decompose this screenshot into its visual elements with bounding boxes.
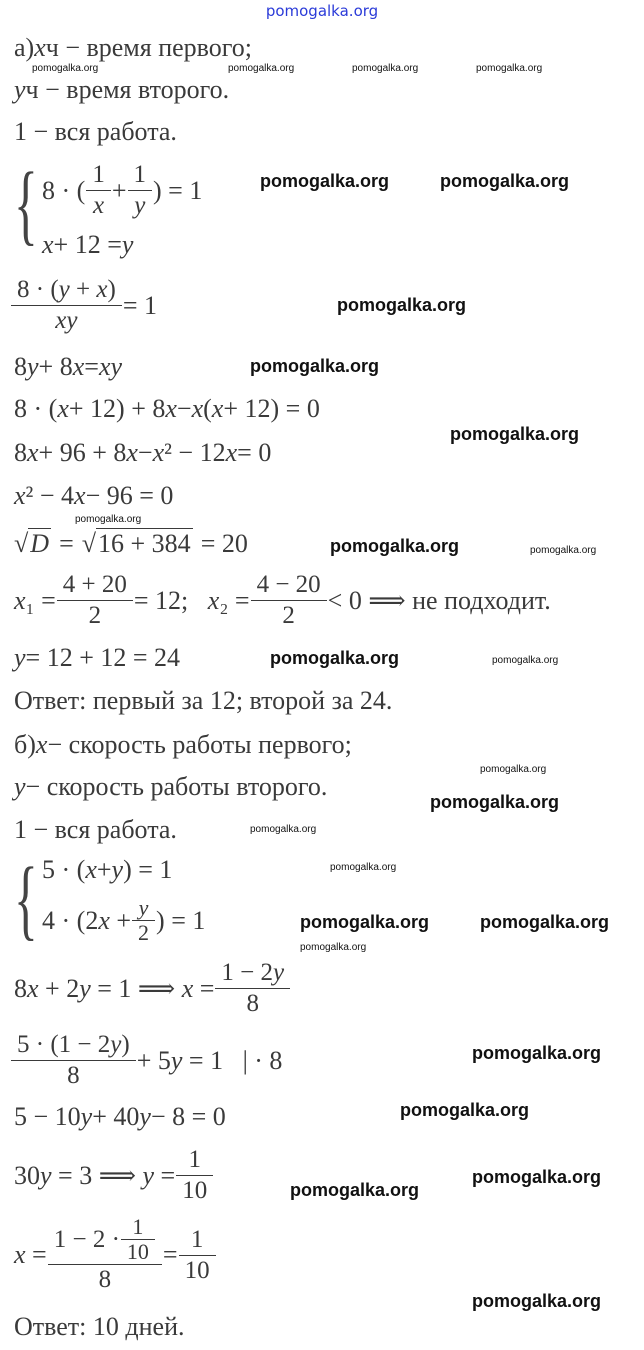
sqrt-radicand: D	[30, 529, 50, 558]
part-a-eq5: x ² − 4 x − 96 = 0	[14, 481, 174, 510]
fraction-numerator: 8 · (y + x)	[17, 276, 116, 303]
watermark: pomogalka.org	[300, 912, 430, 932]
part-a-discriminant	[14, 528, 248, 559]
system-eq1-end: ) = 1	[153, 175, 203, 205]
part-a-line-1: а) x ч − время первого;	[14, 33, 253, 62]
watermark: pomogalka.org	[430, 792, 560, 812]
watermark: pomogalka.org	[330, 536, 460, 556]
brace-icon: {	[14, 850, 38, 949]
fraction-denominator: 8	[11, 1060, 136, 1091]
system-eq1: 5 · ( x + y ) = 1	[42, 855, 173, 884]
watermark: pomogalka.org	[270, 648, 400, 668]
sqrt-icon: √	[14, 528, 29, 558]
plus-sign: +	[111, 175, 127, 205]
part-a-system	[14, 155, 203, 260]
watermark: pomogalka.org	[352, 63, 419, 74]
equation-rhs: = 1	[122, 290, 157, 320]
part-b-line-2: y − скорость работы второго.	[14, 772, 328, 801]
watermark: pomogalka.org	[472, 1291, 602, 1311]
part-a-eq4: 8 x + 96 + 8 x − x ² − 12 x = 0	[14, 438, 272, 467]
numerator-text: 1 − 2 ·	[53, 1225, 120, 1253]
part-b-eq3: 5 − 10 y + 40 y − 8 = 0	[14, 1102, 226, 1131]
watermark: pomogalka.org	[440, 171, 570, 191]
fraction-numerator: 1 − 2y	[221, 959, 285, 986]
fraction-denominator: 8	[215, 988, 290, 1019]
watermark: pomogalka.org	[330, 862, 397, 873]
system-eq2: x + 12 = y	[42, 230, 134, 259]
fraction-denominator: y	[128, 190, 153, 221]
fraction-numerator: 1	[132, 1214, 144, 1239]
watermark: pomogalka.org	[260, 171, 390, 191]
watermark: pomogalka.org	[450, 424, 580, 444]
watermark: pomogalka.org	[472, 1043, 602, 1063]
watermark: pomogalka.org	[250, 356, 380, 376]
equation-lhs: 30y = 3 ⟹ y =	[14, 1160, 176, 1190]
fraction-denominator: xy	[11, 305, 122, 336]
root-2-note: < 0 ⟹ не подходит.	[327, 585, 551, 615]
watermark: pomogalka.org	[472, 1167, 602, 1187]
part-a-line-3: 1 − вся работа.	[14, 117, 177, 146]
part-b-eq2	[14, 1030, 282, 1091]
watermark: pomogalka.org	[476, 63, 543, 74]
part-b-line-1: б) x − скорость работы первого;	[14, 730, 352, 759]
watermark: pomogalka.org	[300, 942, 367, 953]
part-b-system	[14, 850, 206, 949]
watermark: pomogalka.org	[250, 824, 317, 835]
part-a-eq3: 8 · ( x + 12) + 8 x − x ( x + 12) = 0	[14, 394, 320, 423]
header-watermark: pomogalka.org	[265, 2, 379, 20]
fraction-numerator: 1	[133, 161, 146, 188]
equals-sign: =	[59, 528, 74, 558]
root-1-value: = 12; x₂ =	[133, 585, 250, 615]
watermark: pomogalka.org	[228, 63, 295, 74]
part-a-roots	[14, 570, 551, 631]
fraction-denominator: x	[86, 190, 111, 221]
system-eq1-start: 8 · (	[42, 175, 86, 205]
watermark: pomogalka.org	[492, 655, 559, 666]
part-b-line-3: 1 − вся работа.	[14, 815, 177, 844]
part-b-eq1	[14, 958, 291, 1019]
fraction-denominator: 8	[48, 1264, 162, 1295]
part-a-eq1	[14, 275, 157, 336]
sqrt-radicand: 16 + 384	[98, 529, 191, 558]
system-eq2-end: ) = 1	[156, 905, 206, 935]
fraction-numerator: 1	[92, 161, 105, 188]
fraction-denominator: 10	[121, 1239, 155, 1264]
part-b-answer: Ответ: 10 дней.	[14, 1312, 185, 1341]
sqrt-icon: √	[81, 528, 97, 558]
root-1-label: x₁ =	[14, 585, 56, 615]
equation-lhs: 8x + 2y = 1 ⟹ x =	[14, 973, 215, 1003]
equation-rhs: + 5y = 1 | · 8	[136, 1045, 283, 1075]
watermark: pomogalka.org	[337, 295, 467, 315]
equation-lhs: x =	[14, 1240, 47, 1269]
part-a-eq2: 8 y + 8 x = x y	[14, 352, 123, 381]
part-a-answer: Ответ: первый за 12; второй за 24.	[14, 686, 393, 715]
fraction-numerator	[51, 1215, 159, 1264]
watermark: pomogalka.org	[530, 545, 597, 556]
fraction-denominator: 2	[132, 920, 155, 945]
watermark: pomogalka.org	[75, 514, 142, 525]
fraction-numerator: 1	[190, 1225, 204, 1253]
part-a-eq7: y = 12 + 12 = 24	[14, 643, 181, 672]
fraction-denominator: 2	[251, 600, 327, 631]
part-b-eq4	[14, 1145, 214, 1206]
brace-icon: {	[14, 155, 38, 254]
fraction-denominator: 10	[176, 1175, 213, 1206]
fraction-numerator: 5 · (1 − 2y)	[17, 1031, 130, 1058]
equals-sign: =	[162, 1240, 178, 1269]
discriminant-value: = 20	[200, 528, 248, 558]
system-eq2-start: 4 · (2x +	[42, 905, 132, 935]
fraction-denominator: 10	[179, 1255, 216, 1286]
fraction-numerator: 4 − 20	[256, 571, 321, 598]
part-a-line-2: y ч − время второго.	[14, 75, 230, 104]
fraction-numerator: 4 + 20	[62, 571, 127, 598]
fraction-numerator: 1	[188, 1146, 201, 1173]
watermark: pomogalka.org	[480, 764, 547, 775]
watermark: pomogalka.org	[400, 1100, 530, 1120]
watermark: pomogalka.org	[480, 912, 610, 932]
fraction-denominator: 2	[57, 600, 133, 631]
watermark: pomogalka.org	[290, 1180, 420, 1200]
watermark: pomogalka.org	[32, 63, 99, 74]
fraction-numerator: y	[138, 895, 149, 920]
part-b-eq5	[14, 1215, 217, 1295]
